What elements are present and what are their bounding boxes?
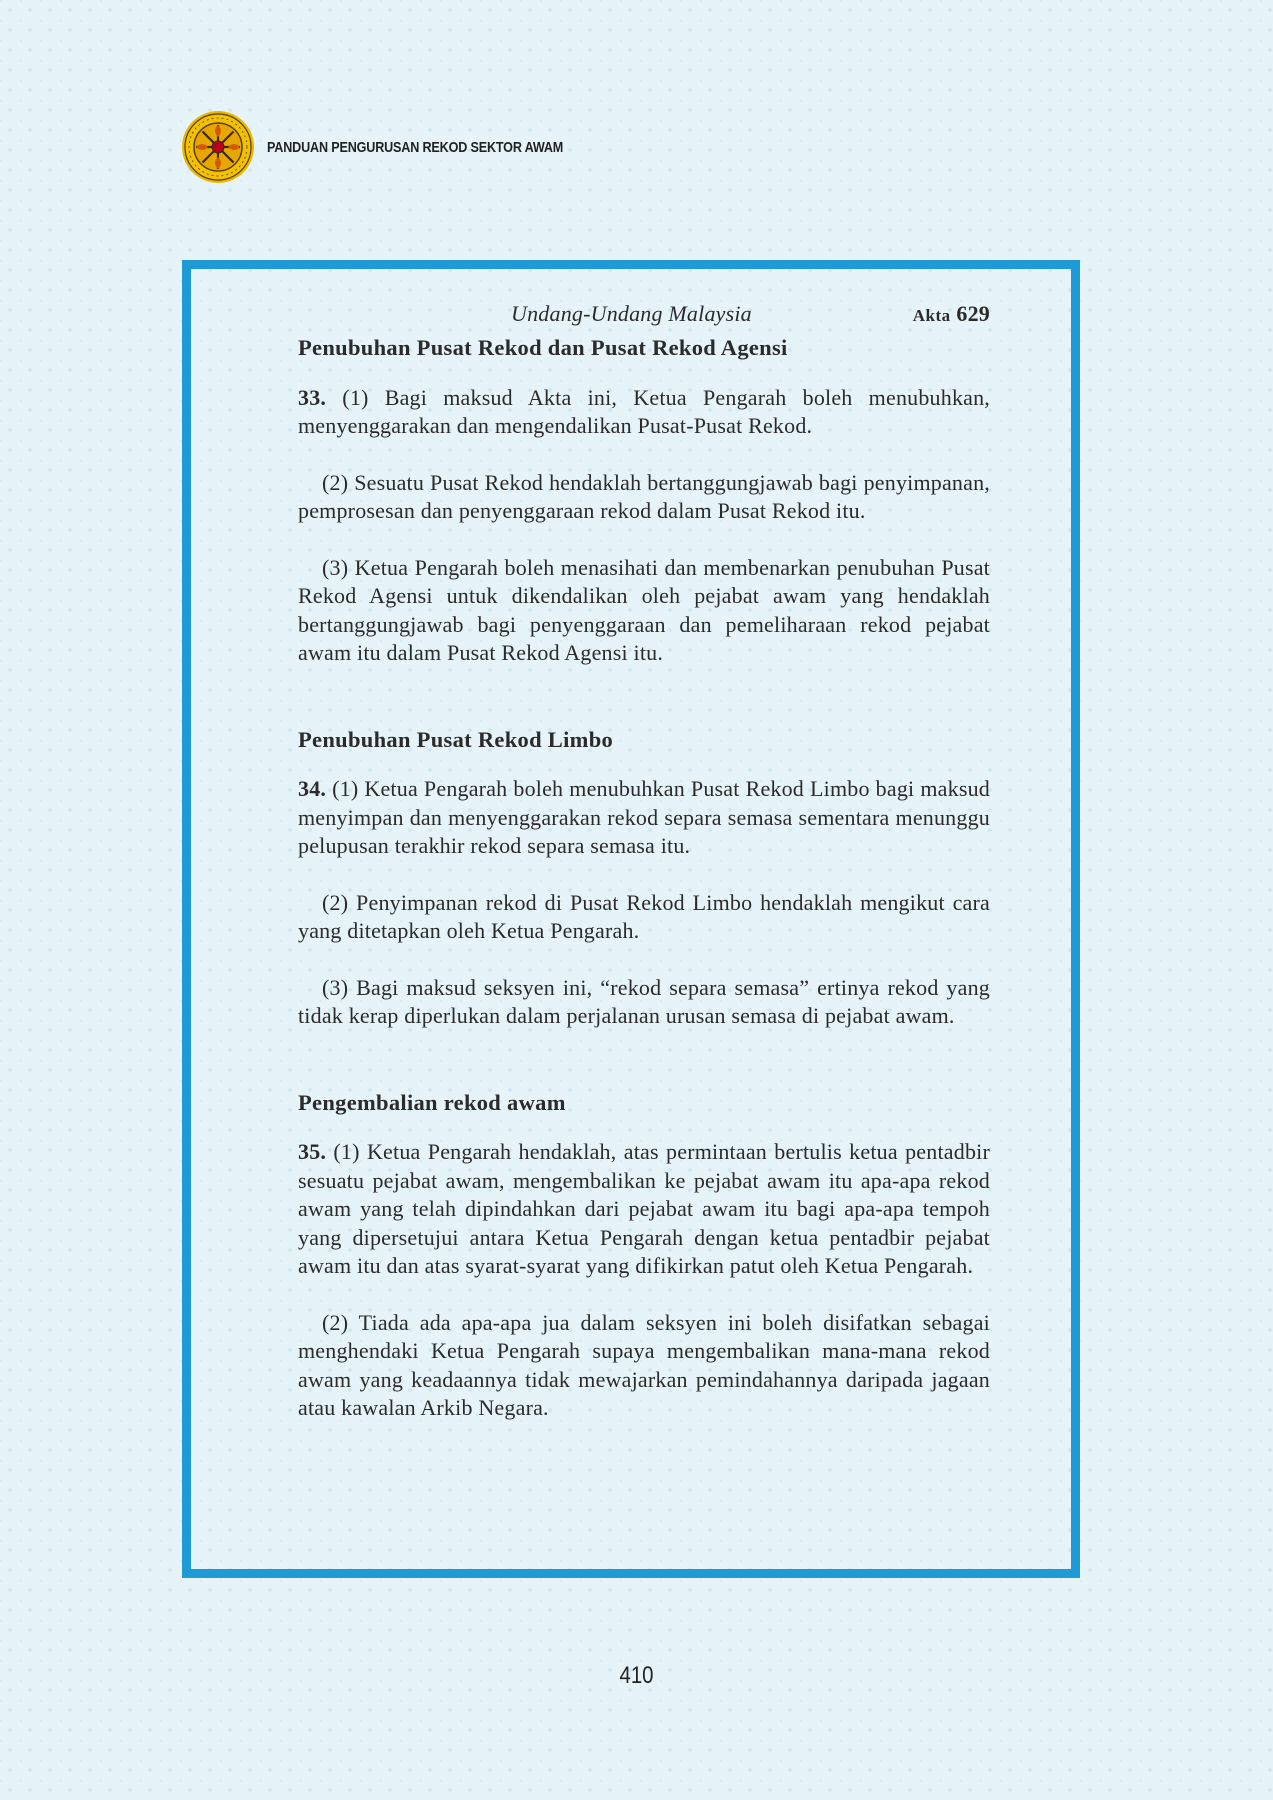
section-heading: Pengembalian rekod awam — [298, 1089, 566, 1115]
section-number: 34. — [298, 776, 327, 801]
act-number — [913, 300, 990, 331]
section-33 — [298, 334, 990, 668]
document-header — [181, 110, 620, 184]
act-number-value: 629 — [956, 301, 990, 326]
section-paragraph — [298, 384, 990, 441]
paragraph-text: (1) Ketua Pengarah boleh menubuhkan Pusat Rekod Limbo bagi maksud menyimpan dan menyenggarakan rekod separa semasa sementara menunggu pelupusan terakhir rekod separa semasa itu. — [298, 776, 990, 858]
section-paragraph: (2) Sesuatu Pusat Rekod hendaklah bertanggungjawab bagi penyimpanan, pemprosesan dan penyenggaraan rekod dalam Pusat Rekod itu. — [298, 469, 990, 523]
section-paragraph — [298, 775, 990, 861]
running-head — [298, 300, 990, 334]
section-35 — [298, 1089, 990, 1423]
section-paragraph: (3) Bagi maksud seksyen ini, “rekod separa semasa” ertinya rekod yang tidak kerap diperlukan dalam perjalanan urusan semasa di pejabat awam. — [298, 974, 990, 1028]
act-label: Akta — [912, 306, 951, 325]
section-34 — [298, 726, 990, 1031]
paragraph-text: (1) Ketua Pengarah hendaklah, atas permintaan bertulis ketua pentadbir sesuatu pejabat awam, mengembalikan ke pejabat awam itu apa-apa rekod awam yang telah dipindahkan dari pejabat awam itu bagi apa-apa tempoh yang dipersetujui antara Ketua Pengarah dengan ketua pentadbir pejabat awam itu dan atas syarat-syarat yang difikirkan patut oleh Ketua Pengarah. — [298, 1139, 990, 1278]
section-paragraph — [298, 1138, 990, 1281]
section-paragraph: (2) Tiada ada apa-apa jua dalam seksyen ini boleh disifatkan sebagai menghendaki Ketua Pengarah supaya mengembalikan mana-mana rekod awam yang keadaannya tidak mewajarkan pemindahannya daripada jagaan atau kawalan Arkib Negara. — [298, 1309, 990, 1420]
section-number: 33. — [298, 384, 327, 410]
law-title: Undang-Undang Malaysia — [511, 301, 752, 326]
seal-logo-icon — [181, 110, 255, 184]
section-heading: Penubuhan Pusat Rekod Limbo — [298, 726, 614, 752]
section-paragraph: (2) Penyimpanan rekod di Pusat Rekod Limbo hendaklah mengikut cara yang ditetapkan oleh Ketua Pengarah. — [298, 889, 990, 943]
section-heading: Penubuhan Pusat Rekod dan Pusat Rekod Agensi — [298, 335, 788, 360]
paragraph-text: (1) Bagi maksud Akta ini, Ketua Pengarah boleh menubuhkan, menyenggarakan dan mengendalikan Pusat-Pusat Rekod. — [298, 384, 991, 438]
header-title: PANDUAN PENGURUSAN REKOD SEKTOR AWAM — [267, 138, 564, 156]
section-paragraph: (3) Ketua Pengarah boleh menasihati dan membenarkan penubuhan Pusat Rekod Agensi untuk dikendalikan oleh pejabat awam yang hendaklah bertanggungjawab bagi penyenggaraan dan pemeliharaan rekod pejabat awam itu dalam Pusat Rekod Agensi itu. — [298, 554, 990, 665]
document-body — [298, 300, 990, 1481]
section-number: 35. — [298, 1139, 327, 1164]
page-number: 410 — [619, 1662, 654, 1689]
